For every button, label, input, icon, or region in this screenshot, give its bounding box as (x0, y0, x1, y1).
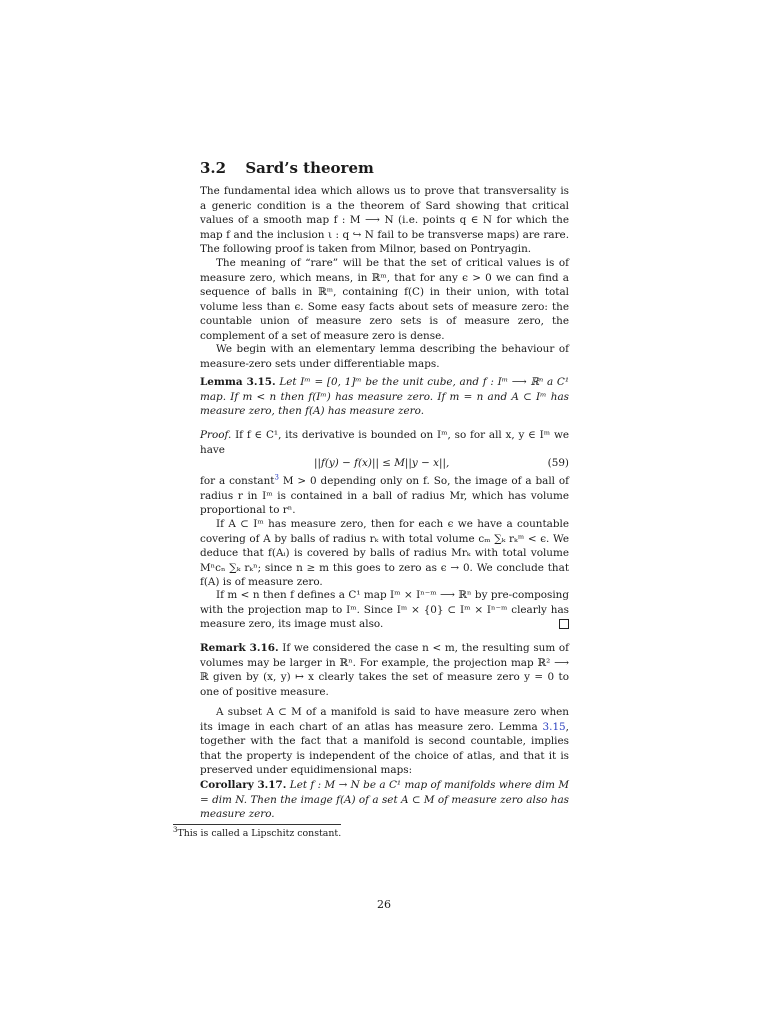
lemma-block (200, 375, 569, 419)
proof-constant-pre: for a constant (200, 475, 275, 487)
proof-intro (200, 428, 569, 457)
footnote-ref[interactable]: 3 (274, 473, 279, 482)
section-heading (200, 159, 374, 177)
remark-text: If we considered the case n < m, the resulting sum of volumes may be larger in ℝⁿ. For example, the projection map ℝ² ⟶ ℝ given by (x, y) ↦ x clearly takes the set of measure zero y = 0 to one of positive measure. (200, 642, 569, 698)
footnote-rule (173, 824, 341, 825)
lemma-label: Lemma 3.15. (200, 376, 276, 388)
corollary-text: Let f : M → N be a C¹ map of manifolds where dim M = dim N. Then the image f(A) of a set A ⊂ M of measure zero also has measure zero. (200, 779, 570, 820)
footnote-text: This is called a Lipschitz constant. (177, 828, 342, 839)
proof-intro-text: If f ∈ C¹, its derivative is bounded on Iᵐ, so for all x, y ∈ Iᵐ we have (200, 429, 569, 456)
section-number: 3.2 (200, 159, 227, 177)
lemma-text: Let Iᵐ = [0, 1]ᵐ be the unit cube, and f : Iᵐ ⟶ ℝⁿ a C¹ map. If m < n then f(Iᵐ) has measure zero. If m = n and A ⊂ Iᵐ has measure zero, then f(A) has measure zero. (200, 376, 569, 417)
remark-block (200, 641, 569, 699)
manifold-pre: A subset A ⊂ M of a manifold is said to have measure zero when its image in each chart of an atlas has measure zero. Lemma (200, 706, 569, 733)
page-number: 26 (377, 898, 391, 911)
paragraph-intro: The fundamental idea which allows us to prove that transversality is a generic condition is a the theorem of Sard showing that critical values of a smooth map f : M ⟶ N (i.e. points q ∈ N for which the map f and the inclusion ι : q ↪ N fail to be transverse maps) are rare. The following proof is taken from Milnor, based on Pontryagin. (200, 185, 569, 255)
equation-formula: ||f(y) − f(x)|| ≤ M||y − x||, (314, 457, 450, 469)
manifold-post: , together with the fact that a manifold is second countable, implies that the property is independent of the choice of atlas, and that it is preserved under equidimensional maps: (200, 720, 569, 776)
paragraph-rare-meaning: The meaning of “rare” will be that the set of critical values is of measure zero, which means, in ℝᵐ, that for any ϵ > 0 we can find a sequence of balls in ℝᵐ, containing f(C) in their union, with total volume less than ϵ. Some easy facts about sets of measure zero: the countable union of measure zero sets is of measure zero, the complement of a set of measure zero is dense. (200, 257, 569, 342)
footnote (173, 825, 342, 840)
proof-label: Proof. (200, 429, 232, 441)
paragraph-lemma-intro: We begin with an elementary lemma describing the behaviour of measure-zero sets under differentiable maps. (200, 343, 569, 370)
lemma-ref-link[interactable]: 3.15 (542, 720, 566, 733)
section-title: Sard’s theorem (245, 159, 374, 177)
manifold-paragraph (200, 705, 569, 778)
footnote-mark: 3 (173, 825, 178, 834)
corollary-label: Corollary 3.17. (200, 779, 287, 791)
proof-constant-paragraph (200, 474, 569, 518)
qed-square (559, 619, 569, 629)
remark-label: Remark 3.16. (200, 642, 279, 654)
corollary-block (200, 778, 569, 822)
proof-less-paragraph: If m < n then f defines a C¹ map Iᵐ × Iⁿ⁻ᵐ ⟶ ℝⁿ by pre-composing with the projection map to Iᵐ. Since Iᵐ × {0} ⊂ Iᵐ × Iⁿ⁻ᵐ clearly has measure zero, its image must also. (200, 589, 569, 630)
proof-measure-paragraph: If A ⊂ Iᵐ has measure zero, then for each ϵ we have a countable covering of A by balls of radius rₖ with total volume cₘ ∑ₖ rₖᵐ < ϵ. We deduce that f(Aᵢ) is covered by balls of radius Mrₖ with total volume Mⁿcₙ ∑ₖ rₖⁿ; since n ≥ m this goes to zero as ϵ → 0. We conclude that f(A) is of measure zero. (200, 518, 569, 588)
proof-constant-post: M > 0 depending only on f. So, the image of a ball of radius r in Iᵐ is contained in a ball of radius Mr, which has volume proportional to rⁿ. (200, 475, 569, 516)
equation-number: (59) (547, 457, 569, 469)
